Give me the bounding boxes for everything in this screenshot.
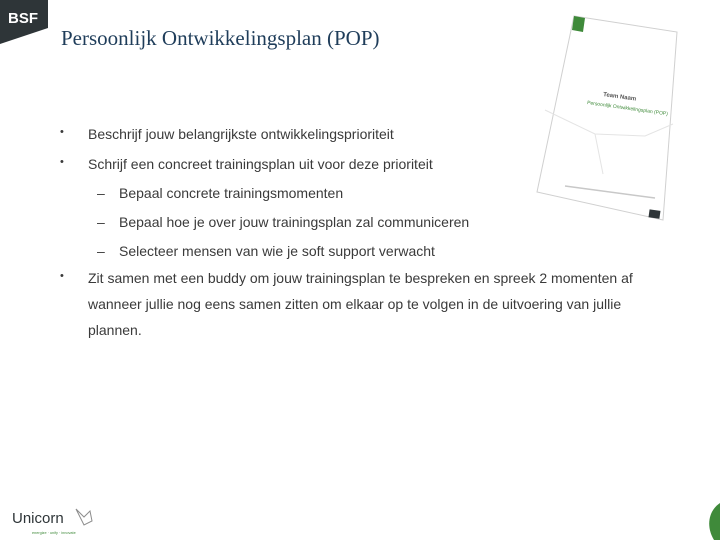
unicorn-logo <box>10 503 100 537</box>
doc-subheading: Persoonlijk Ontwikkelingsplan (POP) <box>586 100 669 118</box>
sub-bullet-text: Bepaal concrete trainingsmomenten <box>119 185 344 201</box>
doc-heading: Team Naam <box>602 92 637 103</box>
bullet-text: Beschrijf jouw belangrijkste ontwikkelingsprioriteit <box>88 126 394 142</box>
bsf-logo-text: BSF <box>8 10 38 27</box>
unicorn-tagline: energize · unify · innovate <box>32 531 76 535</box>
page-title: Persoonlijk Ontwikkelingsplan (POP) <box>61 26 380 50</box>
bsf-logo <box>0 0 48 44</box>
unicorn-logo-text: Unicorn <box>12 510 64 527</box>
bullet-text: plannen. <box>88 322 142 338</box>
document-thumbnail-icon <box>525 14 685 224</box>
bullet-text: wanneer jullie nog eens samen zitten om elkaar op te volgen in de uitvoering van jullie <box>88 296 622 312</box>
bullet-text: Schrijf een concreet trainingsplan uit voor deze prioriteit <box>88 156 433 172</box>
sub-bullet-text: Bepaal hoe je over jouw trainingsplan zal communiceren <box>119 214 470 230</box>
bullet-text: Zit samen met een buddy om jouw trainingsplan te bespreken en spreek 2 momenten af <box>88 270 633 286</box>
sub-bullet-text: Selecteer mensen van wie je soft support verwacht <box>119 243 435 259</box>
leaf-icon <box>700 503 720 540</box>
